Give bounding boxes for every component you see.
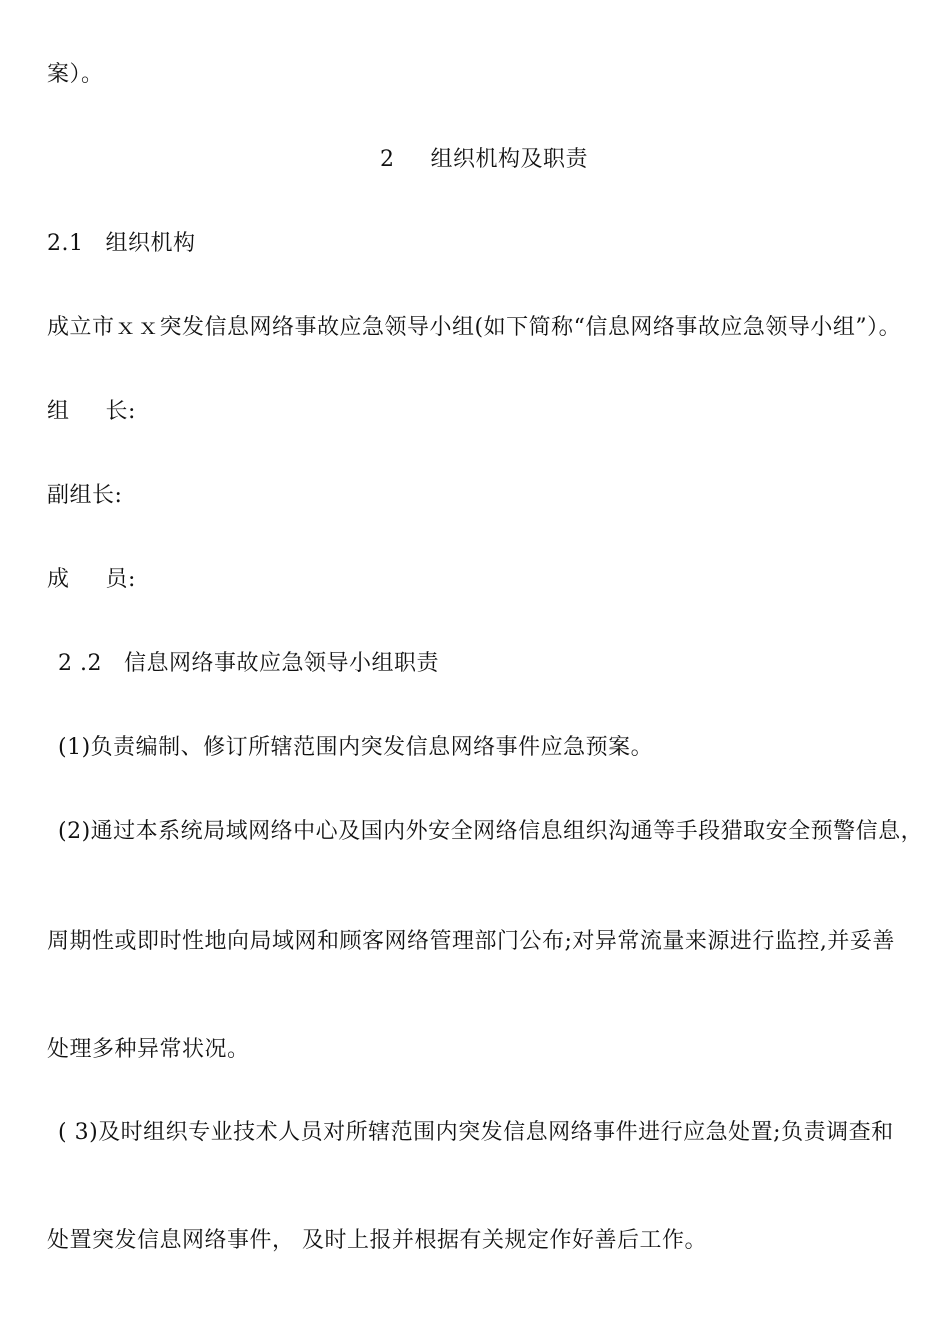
line-text: (1)负责编制、修订所辖范围内突发信息网络事件应急预案。: [58, 735, 654, 760]
line-text: 案）。: [47, 62, 104, 87]
section-number: 2: [380, 147, 395, 172]
paragraph-line: [58, 1118, 894, 1148]
paragraph-line: [47, 313, 901, 343]
section-heading: [380, 145, 588, 175]
subsection-heading: [58, 649, 439, 679]
subsection-heading: [47, 229, 196, 259]
role-label-first: 成: [47, 567, 70, 592]
paragraph-line: [58, 817, 923, 847]
paragraph-line: [47, 1226, 707, 1256]
subsection-number: 2.1: [47, 231, 84, 256]
paragraph-line: [47, 927, 895, 957]
section-title: 组织机构及职责: [430, 147, 589, 172]
line-text: 副组长:: [47, 483, 123, 508]
role-label-second: 员:: [105, 567, 136, 592]
subsection-number: 2 .2: [58, 651, 102, 676]
subsection-title: 信息网络事故应急领导小组职责: [123, 651, 439, 676]
line-text: 周期性或即时性地向局域网和顾客网络管理部门公布;对异常流量来源进行监控,并妥善: [47, 929, 895, 954]
line-text: (2)通过本系统局域网络中心及国内外安全网络信息组织沟通等手段猎取安全预警信息，: [58, 819, 924, 844]
line-text: ( 3)及时组织专业技术人员对所辖范围内突发信息网络事件进行应急处置;负责调查和: [58, 1120, 894, 1145]
role-leader: [47, 397, 136, 427]
role-deputy: [47, 481, 122, 511]
paragraph-line: [58, 733, 653, 763]
line-text: 处置突发信息网络事件， 及时上报并根据有关规定作好善后工作。: [47, 1228, 707, 1253]
role-members: [47, 565, 136, 595]
paragraph-line: [47, 1035, 250, 1065]
role-label-first: 组: [47, 399, 70, 424]
line-text: 成立市ｘｘ突发信息网络事故应急领导小组(如下简称“信息网络事故应急领导小组”）。: [47, 315, 902, 340]
paragraph-line: [47, 60, 104, 90]
subsection-title: 组织机构: [105, 231, 196, 256]
line-text: 处理多种异常状况。: [47, 1037, 250, 1062]
role-label-second: 长:: [105, 399, 136, 424]
